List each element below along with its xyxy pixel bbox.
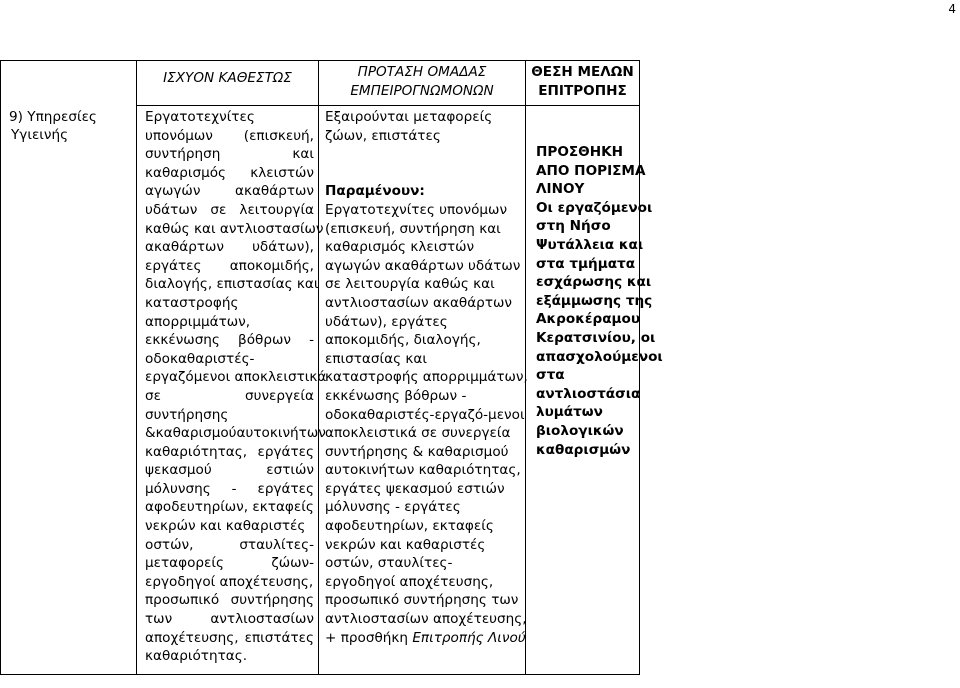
current-status-word: εστιών <box>266 462 314 479</box>
proposal-line: μόλυνσης - εργάτες <box>325 499 461 516</box>
current-status-word: καθαρισμός <box>145 164 227 181</box>
proposal-last-prefix: + προσθήκη <box>325 629 413 646</box>
current-status-word: οστών, <box>145 536 194 553</box>
current-status-word: εργάτες <box>257 480 314 497</box>
header-working-group <box>319 61 526 106</box>
current-status-word: προσωπικό <box>145 592 220 609</box>
current-status-line <box>145 220 324 239</box>
current-status-line <box>145 238 314 257</box>
header-empty-cell <box>1 61 137 106</box>
current-status-word: συντήρησης <box>145 406 229 423</box>
proposal-line: επιστασίας και <box>325 350 427 367</box>
committee-line: βιολογικών <box>536 422 624 439</box>
current-status-word: καταστροφής <box>145 294 239 311</box>
current-status-word: αντλιοστασίων <box>210 611 314 628</box>
current-status-word: εργάτες <box>257 443 314 460</box>
proposal-line: καταστροφής απορριμμάτων, <box>325 369 528 386</box>
committee-line: στα τμήματα <box>536 255 636 272</box>
committee-spacer <box>536 108 637 143</box>
current-status-line <box>145 461 314 480</box>
header-committee <box>526 61 640 106</box>
proposal-last-italic: Επιτροπής Λινού <box>412 629 526 646</box>
proposal-text <box>325 108 528 629</box>
current-status-word: εργάτες <box>145 257 202 274</box>
header-current-status <box>137 61 319 106</box>
current-status-word: βόθρων <box>238 332 291 349</box>
current-status-word: εργοδηγοί αποχέτευσης, <box>145 573 314 590</box>
proposal-line: (επισκευή, συντήρηση και <box>325 220 501 237</box>
current-status-word: επιστάτες <box>244 629 314 646</box>
current-status-line <box>145 536 314 555</box>
proposal-line: αγωγών ακαθάρτων υδάτων <box>325 257 521 274</box>
proposal-line: αντλιοστασίων ακαθάρτων <box>325 294 512 311</box>
current-status-word: των <box>145 611 173 628</box>
current-status-line <box>145 387 314 406</box>
current-status-line <box>145 424 326 443</box>
current-status-line <box>145 610 314 629</box>
current-status-line <box>145 573 314 592</box>
current-status-cell <box>137 106 327 675</box>
committee-line: εξάμμωσης της <box>536 292 653 309</box>
current-status-word: αγωγών <box>145 183 201 200</box>
current-status-line <box>145 647 314 666</box>
proposal-line: εργοδηγοί αποχέτευσης, <box>325 573 494 590</box>
page-number: 4 <box>948 2 956 16</box>
committee-text <box>536 143 663 459</box>
proposal-line: νεκρών και καθαριστές <box>325 536 486 553</box>
committee-line: ΑΠΟ ΠΟΡΙΣΜΑ <box>536 162 646 179</box>
proposal-line: Εξαιρούνται μεταφορείς <box>325 109 493 125</box>
blank-margin <box>640 61 960 106</box>
committee-line: στη Νήσο <box>536 218 611 235</box>
current-status-line <box>145 145 314 164</box>
current-status-word: - <box>231 480 237 497</box>
current-status-word: οδοκαθαριστές- <box>145 350 255 367</box>
proposal-last-line <box>325 629 526 648</box>
current-status-line <box>145 480 314 499</box>
current-status-word: μόλυνσης <box>145 480 211 497</box>
proposal-line: αποκομιδής, διαλογής, <box>325 332 481 349</box>
current-status-line <box>145 257 314 276</box>
current-status-word: αφοδευτηρίων, εκταφείς <box>145 499 314 516</box>
committee-line: Ψυτάλλεια και <box>536 236 644 253</box>
current-status-line <box>145 629 314 648</box>
current-status-line <box>145 182 314 201</box>
current-status-word: νεκρών και καθαριστές <box>145 518 306 535</box>
current-status-word: κλειστών <box>250 164 314 181</box>
current-status-word: καθώς και αντλιοστασίων <box>145 220 324 237</box>
current-status-word: διαλογής, επιστασίας και <box>145 276 319 293</box>
current-status-word: υδάτων <box>145 201 198 218</box>
proposal-line: εργάτες ψεκασμού εστιών <box>325 480 505 497</box>
current-status-line <box>145 350 314 369</box>
current-status-word: (επισκευή, <box>243 127 314 144</box>
current-status-line <box>145 164 314 183</box>
current-status-line <box>145 108 314 127</box>
committee-line: ΠΡΟΣΘΗΚΗ <box>536 144 624 160</box>
current-status-line <box>145 406 314 425</box>
current-status-line <box>145 294 314 313</box>
current-status-word: μεταφορείς <box>145 555 224 572</box>
proposal-line: καθαρισμός κλειστών <box>325 239 475 256</box>
current-status-word: απορριμμάτων, <box>145 313 251 330</box>
committee-line: Κερατσινίου, οι <box>536 329 656 346</box>
proposal-line: οδοκαθαριστές-εργαζό-μενοι <box>325 406 525 423</box>
current-status-line <box>145 554 314 573</box>
current-status-word: εργαζόμενοι αποκλειστικά <box>145 369 327 386</box>
proposal-line: σε λειτουργία καθώς και <box>325 276 495 293</box>
header-current-status-text: ΙΣΧΥΟΝ ΚΑΘΕΣΤΩΣ <box>163 70 292 86</box>
proposal-line: Εργατοτεχνίτες υπονόμων <box>325 201 508 218</box>
current-status-word: ψεκασμού <box>145 462 212 479</box>
current-status-line <box>145 443 314 462</box>
proposal-line <box>325 145 523 164</box>
current-status-word: λειτουργία <box>239 201 314 218</box>
current-status-word: συντήρησης <box>230 592 314 609</box>
current-status-word: καθαριότητας. <box>145 648 248 665</box>
category-line2: Υγιεινής <box>11 127 69 144</box>
proposal-line: προσωπικό συντήρησης των <box>325 592 519 609</box>
current-status-word: σταυλίτες- <box>239 536 314 553</box>
proposal-line <box>325 164 523 183</box>
current-status-word: συνεργεία <box>244 387 314 404</box>
proposal-line: υδάτων), εργάτες <box>325 313 448 330</box>
proposal-line: αυτοκινήτων καθαριότητας, <box>325 462 521 479</box>
current-status-text <box>145 108 327 666</box>
current-status-word: αποχέτευσης, <box>145 629 239 646</box>
header-working-group-line1: ΠΡΟΤΑΣΗ ΟΜΑΔΑΣ <box>357 64 487 80</box>
current-status-word: αποκομιδής, <box>229 257 314 274</box>
committee-line: Ακροκέραμου <box>536 311 641 328</box>
header-committee-line2: ΕΠΙΤΡΟΠΗΣ <box>538 82 627 99</box>
current-status-line <box>145 498 314 517</box>
proposal-line: αποκλειστικά σε συνεργεία <box>325 425 511 442</box>
current-status-word: Εργατοτεχνίτες <box>145 109 255 125</box>
proposal-line: Παραμένουν: <box>325 183 425 200</box>
proposal-line: εκκένωσης βόθρων - <box>325 387 467 404</box>
current-status-word: ακαθάρτων <box>145 239 225 256</box>
proposal-cell <box>319 106 526 675</box>
proposal-line: αφοδευτηρίων, εκταφείς <box>325 518 494 535</box>
current-status-word: εκκένωσης <box>145 332 220 349</box>
proposal-line: συντήρησης & καθαρισμού <box>325 443 509 460</box>
committee-line: απασχολούμενοι <box>536 348 663 365</box>
committee-line: Οι εργαζόμενοι <box>536 199 653 216</box>
current-status-line <box>145 591 314 610</box>
current-status-word: και <box>292 146 314 163</box>
proposal-line: ζώων, επιστάτες <box>325 127 441 144</box>
current-status-line <box>145 275 319 294</box>
committee-line: λυμάτων <box>536 404 603 421</box>
committee-line: καθαρισμών <box>536 441 631 458</box>
comparison-table <box>0 60 960 675</box>
category-cell <box>1 106 137 675</box>
current-status-word: σε <box>210 201 227 218</box>
current-status-line <box>145 517 314 536</box>
current-status-word: υδάτων), <box>252 239 314 256</box>
current-status-word: - <box>309 332 314 349</box>
proposal-line: αντλιοστασίων αποχέτευσης, <box>325 611 527 628</box>
proposal-line: οστών, σταυλίτες- <box>325 555 453 572</box>
current-status-word: καθαριότητας, <box>145 443 248 460</box>
current-status-word: σε <box>145 387 161 404</box>
current-status-word: συντήρηση <box>145 146 221 163</box>
current-status-line <box>145 127 314 146</box>
current-status-word: ζώων- <box>271 555 314 572</box>
committee-line: αντλιοστάσια <box>536 385 641 402</box>
category-line1: 9) Υπηρεσίες <box>9 108 97 125</box>
current-status-line <box>145 368 327 387</box>
current-status-word: &καθαρισμούαυτοκινήτων <box>145 425 326 442</box>
blank-margin-row <box>640 106 960 675</box>
header-working-group-line2: ΕΜΠΕΙΡΟΓΝΩΜΟΝΩΝ <box>350 82 494 99</box>
current-status-line <box>145 331 314 350</box>
committee-cell <box>526 106 663 675</box>
current-status-word: ακαθάρτων <box>234 183 314 200</box>
committee-line: ΛΙΝΟΥ <box>536 181 585 198</box>
committee-line: στα <box>536 367 565 384</box>
current-status-word: υπονόμων <box>145 127 213 144</box>
current-status-line <box>145 201 314 220</box>
committee-line: εσχάρωσης και <box>536 274 652 291</box>
current-status-line <box>145 313 314 332</box>
header-committee-line1: ΘΕΣΗ ΜΕΛΩΝ <box>531 64 634 80</box>
